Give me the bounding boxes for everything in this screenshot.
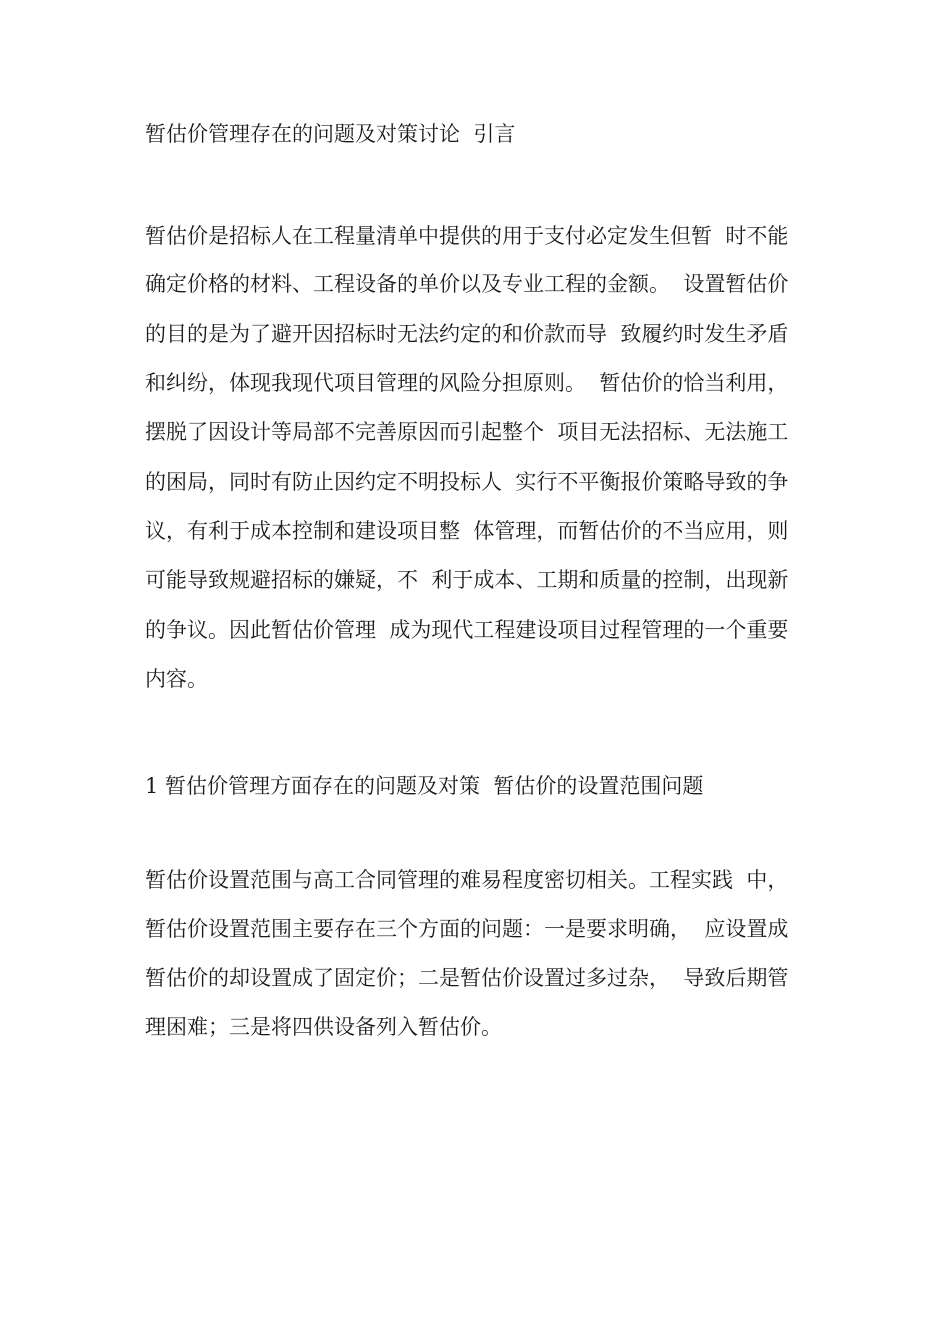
paragraph-line: 理困难；三是将四供设备列入暂估价。	[145, 1015, 502, 1039]
paragraph-line: 暂估价设置范围与高工合同管理的难易程度密切相关。工程实践 中，	[145, 868, 789, 892]
paragraph-line: 确定价格的材料、工程设备的单价以及专业工程的金额。 设置暂估价	[145, 272, 789, 296]
paragraph-line: 内容。	[145, 667, 208, 691]
paragraph-line: 暂估价设置范围主要存在三个方面的问题：一是要求明确， 应设置成	[145, 917, 789, 941]
paragraph-line: 的目的是为了避开因招标时无法约定的和价款而导 致履约时发生矛盾	[145, 322, 789, 346]
paragraph-line: 的困局，同时有防止因约定不明投标人 实行不平衡报价策略导致的争	[145, 470, 789, 494]
paragraph-line: 和纠纷，体现我现代项目管理的风险分担原则。 暂估价的恰当利用，	[145, 371, 789, 395]
paragraph-line: 议，有利于成本控制和建设项目整 体管理，而暂估价的不当应用，则	[145, 519, 789, 543]
paragraph-line: 暂估价的却设置成了固定价；二是暂估价设置过多过杂， 导致后期管	[145, 966, 789, 990]
paragraph-line: 可能导致规避招标的嫌疑，不 利于成本、工期和质量的控制，出现新	[145, 568, 789, 592]
section-heading: 1 暂估价管理方面存在的问题及对策 暂估价的设置范围问题	[145, 774, 704, 798]
paragraph-line: 摆脱了因设计等局部不完善原因而引起整个 项目无法招标、无法施工	[145, 420, 789, 444]
paragraph-line: 暂估价是招标人在工程量清单中提供的用于支付必定发生但暂 时不能	[145, 224, 789, 248]
document-title: 暂估价管理存在的问题及对策讨论 引言	[145, 122, 516, 146]
paragraph-line: 的争议。因此暂估价管理 成为现代工程建设项目过程管理的一个重要	[145, 618, 789, 642]
